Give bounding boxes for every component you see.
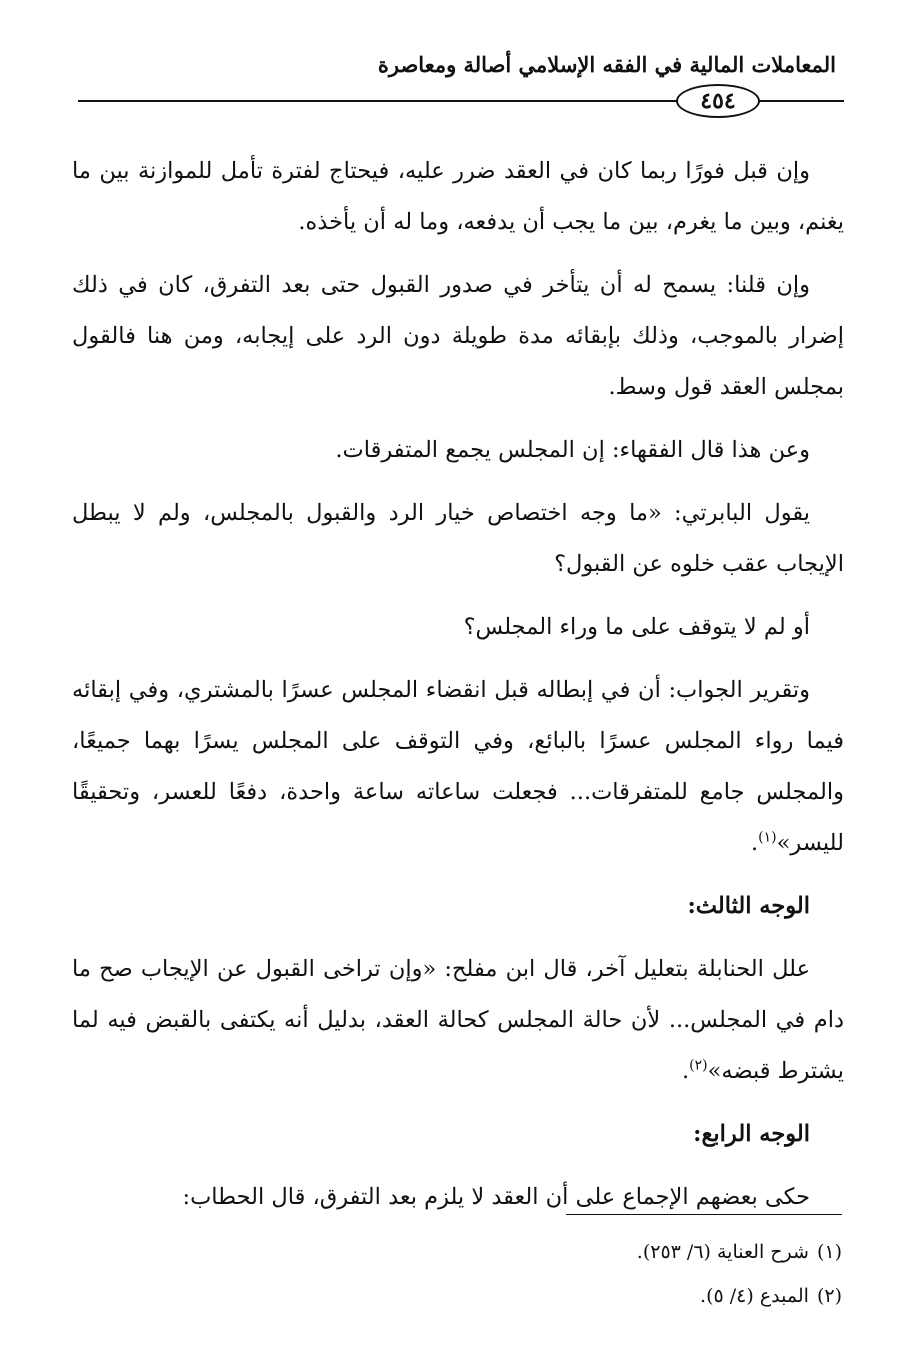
page-number-text: ٤٥٤ [700, 88, 736, 114]
footnote-ref-1: (١) [758, 829, 777, 846]
paragraph-1: وإن قبل فورًا ربما كان في العقد ضرر عليه، فيحتاج لفترة تأمل للموازنة بين ما يغنم، وبين ما يغرم، بين ما يجب أن يدفعه، وما له أن يأخذه. [72, 158, 844, 235]
paragraph-6: وتقرير الجواب: أن في إبطاله قبل انقضاء المجلس عسرًا بالمشتري، وفي إبقائه فيما رواء المجلس عسرًا بالبائع، وفي التوقف على المجلس يسرًا بهما جميعًا، والمجلس جامع للمتفرقات... فجعلت ساعاته ساعة واحدة، دفعًا للعسر، وتحقيقًا لليسر»$^{(١)}$. [72, 677, 844, 856]
paragraph-7: علل الحنابلة بتعليل آخر، قال ابن مفلح: «وإن تراخى القبول عن الإيجاب صح ما دام في المجلس... لأن حالة المجلس كحالة العقد، بدليل أنه يكتفى بالقبض فيه لما يشترط قبضه»$^{(٢)}$. [72, 956, 844, 1084]
paragraph-2: وإن قلنا: يسمح له أن يتأخر في صدور القبول حتى بعد التفرق، كان في ذلك إضرار بالموجب، وذلك بإبقائه مدة طويلة دون الرد على إيجابه، ومن هنا فالقول بمجلس العقد قول وسط. [72, 272, 844, 400]
footnote-text: المبدع (٤/ ٥). [700, 1285, 809, 1307]
paragraph-7-text: علل الحنابلة بتعليل آخر، قال ابن مفلح: «وإن تراخى القبول عن الإيجاب صح ما دام في المجلس... لأن حالة المجلس كحالة العقد، بدليل أنه يكتفى بالقبض فيه لما يشترط قبضه» [72, 956, 844, 1084]
footnote-1 [70, 1230, 842, 1274]
footnote-rule [566, 1214, 842, 1215]
running-header-title: المعاملات المالية في الفقه الإسلامي أصالة ومعاصرة [377, 52, 836, 77]
footnote-text: شرح العناية (٦/ ٢٥٣). [636, 1241, 809, 1263]
section-heading-third: الوجه الثالث: [687, 893, 810, 919]
section-heading-fourth: الوجه الرابع: [693, 1121, 810, 1147]
footnote-number: (١) [816, 1241, 842, 1263]
footnote-number: (٢) [816, 1285, 842, 1307]
paragraph-4: يقول البابرتي: «ما وجه اختصاص خيار الرد والقبول بالمجلس، ولم لا يبطل الإيجاب عقب خلوه عن القبول؟ [72, 500, 844, 577]
paragraph-3: وعن هذا قال الفقهاء: إن المجلس يجمع المتفرقات. [335, 437, 810, 463]
paragraph-6-text: وتقرير الجواب: أن في إبطاله قبل انقضاء المجلس عسرًا بالمشتري، وفي إبقائه فيما رواء المجلس عسرًا بالبائع، وفي التوقف على المجلس يسرًا بهما جميعًا، والمجلس جامع للمتفرقات... فجعلت ساعاته ساعة واحدة، دفعًا للعسر، وتحقيقًا لليسر» [72, 677, 844, 856]
footnotes [70, 1230, 842, 1318]
paragraph-8: حكى بعضهم الإجماع على أن العقد لا يلزم بعد التفرق، قال الحطاب: [182, 1184, 810, 1210]
body-text [72, 146, 844, 1235]
footnote-ref-2: (٢) [689, 1057, 708, 1074]
page-number [676, 84, 760, 118]
footnote-2 [70, 1274, 842, 1318]
paragraph-5: أو لم لا يتوقف على ما وراء المجلس؟ [463, 614, 810, 640]
